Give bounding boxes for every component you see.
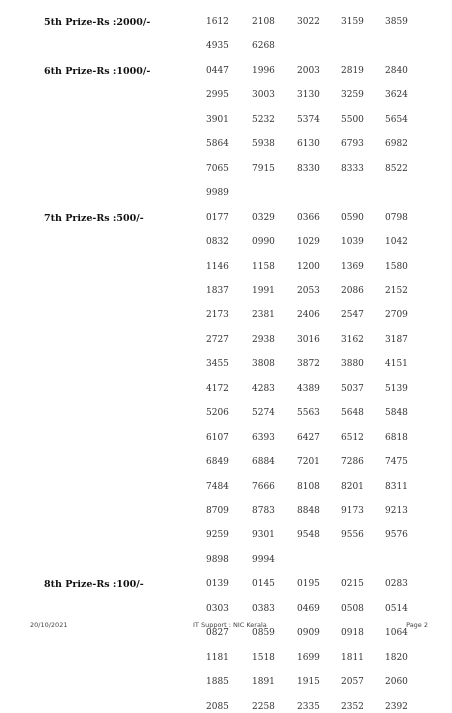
- winning-number: 8311: [385, 481, 408, 492]
- winning-number: 8201: [341, 481, 364, 492]
- winning-number: 3259: [341, 90, 364, 101]
- winning-number: 4935: [206, 41, 229, 52]
- winning-number: 0827: [206, 628, 229, 639]
- winning-number: 3130: [297, 90, 320, 101]
- winning-number: 5274: [252, 408, 275, 419]
- winning-number: 3003: [252, 90, 275, 101]
- winning-number: 0508: [341, 603, 364, 614]
- footer-date: 20/10/2021: [30, 621, 68, 629]
- winning-number: 0195: [297, 579, 320, 590]
- winning-number: 1820: [385, 652, 408, 663]
- winning-number: 6849: [206, 457, 229, 468]
- winning-number: 1891: [252, 677, 275, 688]
- winning-number: 8709: [206, 506, 229, 516]
- winning-number: 6130: [297, 139, 320, 150]
- winning-number: 4151: [385, 359, 408, 370]
- winning-number: 0383: [252, 603, 275, 614]
- winning-number: 5848: [385, 408, 408, 419]
- winning-number: 6107: [206, 432, 229, 443]
- winning-number: 0469: [297, 603, 320, 614]
- winning-number: 5206: [206, 408, 229, 419]
- winning-number: 2995: [206, 90, 229, 101]
- prize-label: 6th Prize-Rs :1000/-: [44, 65, 151, 77]
- winning-number: 5500: [341, 114, 364, 125]
- winning-number: 0514: [385, 603, 408, 614]
- winning-number: 8108: [297, 481, 320, 492]
- winning-number: 1991: [252, 285, 275, 296]
- winning-number: 1837: [206, 285, 229, 296]
- winning-number: 9173: [341, 506, 364, 516]
- winning-number: 2258: [252, 701, 275, 712]
- winning-number: 5563: [297, 408, 320, 419]
- winning-number: 1612: [206, 17, 229, 27]
- winning-number: 6512: [341, 432, 364, 443]
- winning-number: 5654: [385, 114, 408, 125]
- winning-number: 1029: [297, 237, 320, 248]
- winning-number: 6393: [252, 432, 275, 443]
- winning-number: 8330: [297, 163, 320, 174]
- winning-number: 2938: [252, 334, 275, 345]
- winning-number: 2352: [341, 701, 364, 712]
- winning-number: 8783: [252, 506, 275, 516]
- winning-number: 4283: [252, 383, 275, 394]
- winning-number: 2381: [252, 310, 275, 321]
- winning-number: 9259: [206, 530, 229, 541]
- winning-number: 2108: [252, 17, 275, 27]
- winning-number: 7475: [385, 457, 408, 468]
- winning-number: 1885: [206, 677, 229, 688]
- winning-number: 0832: [206, 237, 229, 248]
- footer-support: IT Support : NIC Kerala: [193, 621, 267, 629]
- winning-number: 5037: [341, 383, 364, 394]
- winning-number: 0859: [252, 628, 275, 639]
- winning-number: 1811: [341, 652, 364, 663]
- winning-number: 6427: [297, 432, 320, 443]
- winning-number: 8522: [385, 163, 408, 174]
- prize-label: 5th Prize-Rs :2000/-: [44, 17, 151, 28]
- winning-number: 1064: [385, 628, 408, 639]
- winning-number: 1580: [385, 261, 408, 272]
- winning-number: 3808: [252, 359, 275, 370]
- winning-number: 8333: [341, 163, 364, 174]
- winning-number: 1158: [252, 261, 275, 272]
- winning-number: 7201: [297, 457, 320, 468]
- winning-number: 3901: [206, 114, 229, 125]
- winning-number: 0918: [341, 628, 364, 639]
- winning-number: 3162: [341, 334, 364, 345]
- winning-number: 1146: [206, 261, 229, 272]
- winning-number: 2173: [206, 310, 229, 321]
- winning-number: 1996: [252, 65, 275, 76]
- winning-number: 3159: [341, 17, 364, 27]
- winning-number: 1369: [341, 261, 364, 272]
- winning-number: 7484: [206, 481, 229, 492]
- winning-number: 9548: [297, 530, 320, 541]
- winning-number: 6982: [385, 139, 408, 150]
- winning-number: 3872: [297, 359, 320, 370]
- winning-number: 9994: [252, 554, 275, 565]
- winning-number: 5374: [297, 114, 320, 125]
- winning-number: 0283: [385, 579, 408, 590]
- winning-number: 3187: [385, 334, 408, 345]
- winning-number: 4172: [206, 383, 229, 394]
- winning-number: 3859: [385, 17, 408, 27]
- winning-number: 9556: [341, 530, 364, 541]
- winning-number: 5232: [252, 114, 275, 125]
- winning-number: 6884: [252, 457, 275, 468]
- winning-number: 0590: [341, 212, 364, 223]
- winning-number: 5648: [341, 408, 364, 419]
- winning-number: 2709: [385, 310, 408, 321]
- winning-number: 9576: [385, 530, 408, 541]
- prize-label: 8th Prize-Rs :100/-: [44, 579, 144, 591]
- winning-number: 2053: [297, 285, 320, 296]
- winning-number: 9213: [385, 506, 408, 516]
- winning-number: 0145: [252, 579, 275, 590]
- winning-number: 0139: [206, 579, 229, 590]
- winning-number: 0798: [385, 212, 408, 223]
- winning-number: 8848: [297, 506, 320, 516]
- winning-number: 7065: [206, 163, 229, 174]
- winning-number: 0329: [252, 212, 275, 223]
- winning-number: 2057: [341, 677, 364, 688]
- footer-page-number: Page 2: [406, 621, 428, 629]
- winning-number: 1200: [297, 261, 320, 272]
- winning-number: 1039: [341, 237, 364, 248]
- winning-number: 0909: [297, 628, 320, 639]
- winning-number: 3455: [206, 359, 229, 370]
- winning-number: 0366: [297, 212, 320, 223]
- winning-number: 2392: [385, 701, 408, 712]
- winning-number: 3624: [385, 90, 408, 101]
- winning-number: 2406: [297, 310, 320, 321]
- winning-number: 6793: [341, 139, 364, 150]
- winning-number: 9301: [252, 530, 275, 541]
- winning-number: 1042: [385, 237, 408, 248]
- winning-number: 3016: [297, 334, 320, 345]
- winning-number: 3022: [297, 17, 320, 27]
- winning-number: 4389: [297, 383, 320, 394]
- winning-number: 0447: [206, 65, 229, 76]
- winning-number: 1181: [206, 652, 229, 663]
- winning-number: 9898: [206, 554, 229, 565]
- winning-number: 2727: [206, 334, 229, 345]
- winning-number: 0990: [252, 237, 275, 248]
- winning-number: 7915: [252, 163, 275, 174]
- winning-number: 2152: [385, 285, 408, 296]
- winning-number: 2335: [297, 701, 320, 712]
- winning-number: 0303: [206, 603, 229, 614]
- winning-number: 7666: [252, 481, 275, 492]
- winning-number: 5139: [385, 383, 408, 394]
- winning-number: 1699: [297, 652, 320, 663]
- winning-number: 5938: [252, 139, 275, 150]
- page-footer: [0, 621, 452, 633]
- winning-number: 1915: [297, 677, 320, 688]
- winning-number: 2003: [297, 65, 320, 76]
- winning-number: 2085: [206, 701, 229, 712]
- winning-number: 2547: [341, 310, 364, 321]
- winning-number: 7286: [341, 457, 364, 468]
- winning-number: 6268: [252, 41, 275, 52]
- prize-label: 7th Prize-Rs :500/-: [44, 212, 144, 224]
- winning-number: 6818: [385, 432, 408, 443]
- winning-number: 2060: [385, 677, 408, 688]
- winning-number: 2819: [341, 65, 364, 76]
- winning-number: 9989: [206, 188, 229, 199]
- winning-number: 2840: [385, 65, 408, 76]
- winning-number: 1518: [252, 652, 275, 663]
- winning-number: 0215: [341, 579, 364, 590]
- winning-number: 5864: [206, 139, 229, 150]
- winning-number: 2086: [341, 285, 364, 296]
- winning-number: 0177: [206, 212, 229, 223]
- winning-number: 3880: [341, 359, 364, 370]
